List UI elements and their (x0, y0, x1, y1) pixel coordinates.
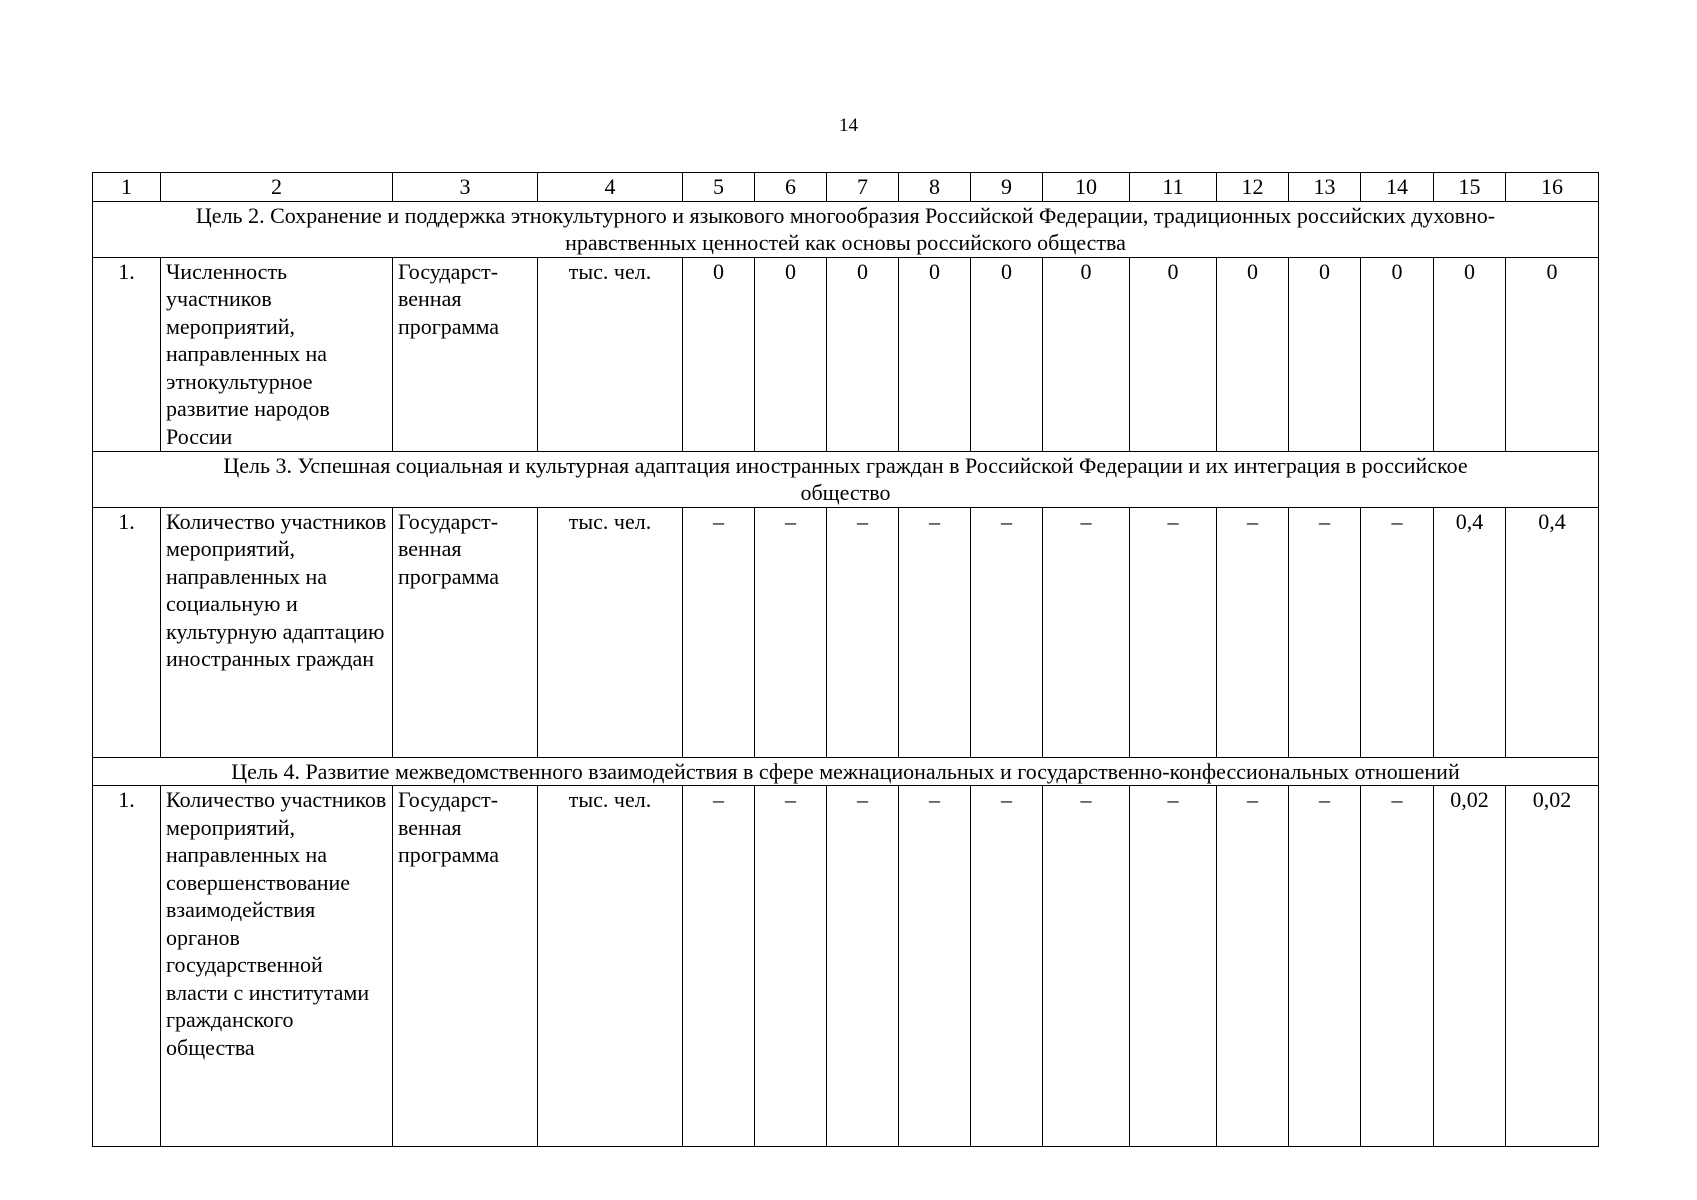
indicator-value: – (1289, 786, 1361, 1147)
indicator-value: 0 (1361, 257, 1434, 451)
indicator-value: 0 (971, 257, 1043, 451)
indicator-value: 0 (1217, 257, 1289, 451)
indicator-value: – (1289, 507, 1361, 757)
indicator-unit: тыс. чел. (538, 507, 683, 757)
indicator-value: – (899, 786, 971, 1147)
column-header: 1 (93, 173, 161, 202)
column-header: 11 (1130, 173, 1217, 202)
indicator-source: Государст-венная программа (393, 257, 538, 451)
indicator-name: Количество участников мероприятий, направленных на совершенствование взаимодействия органов государственной власти с институтами гражданского общества (161, 786, 393, 1147)
indicator-value: 0,02 (1434, 786, 1506, 1147)
row-number: 1. (93, 786, 161, 1147)
column-header: 13 (1289, 173, 1361, 202)
indicator-value: 0 (1289, 257, 1361, 451)
indicator-value: – (1361, 786, 1434, 1147)
indicators-table (92, 172, 1599, 1147)
indicator-value: – (827, 786, 899, 1147)
indicator-value: 0,4 (1506, 507, 1599, 757)
column-header: 15 (1434, 173, 1506, 202)
indicator-value: 0 (899, 257, 971, 451)
indicator-name: Количество участников мероприятий, направленных на социальную и культурную адаптацию иностранных граждан (161, 507, 393, 757)
goal-row (93, 757, 1599, 786)
indicator-source: Государст-венная программа (393, 507, 538, 757)
goal-title: Цель 4. Развитие межведомственного взаимодействия в сфере межнациональных и государственно-конфессиональных отношений (93, 757, 1599, 786)
goal-title: Цель 2. Сохранение и поддержка этнокультурного и языкового многообразия Российской Федерации, традиционных российских духовно-нравственных ценностей как основы российского общества (93, 201, 1599, 257)
indicator-name: Численность участников мероприятий, направленных на этнокультурное развитие народов России (161, 257, 393, 451)
indicator-row (93, 786, 1599, 1147)
indicator-value: – (755, 507, 827, 757)
indicator-value: – (1361, 507, 1434, 757)
column-header: 7 (827, 173, 899, 202)
indicator-row (93, 507, 1599, 757)
goal-row (93, 451, 1599, 507)
column-header: 6 (755, 173, 827, 202)
indicator-unit: тыс. чел. (538, 786, 683, 1147)
row-number: 1. (93, 257, 161, 451)
goal-title: Цель 3. Успешная социальная и культурная адаптация иностранных граждан в Российской Федерации и их интеграция в российское общество (93, 451, 1599, 507)
indicator-value: 0 (1506, 257, 1599, 451)
indicator-value: – (899, 507, 971, 757)
indicator-value: – (1043, 786, 1130, 1147)
indicator-value: 0 (683, 257, 755, 451)
column-header: 16 (1506, 173, 1599, 202)
indicator-value: – (971, 507, 1043, 757)
indicator-value: – (1217, 507, 1289, 757)
column-header: 4 (538, 173, 683, 202)
indicator-value: 0 (1434, 257, 1506, 451)
indicator-value: – (755, 786, 827, 1147)
indicator-value: – (1217, 786, 1289, 1147)
column-header: 9 (971, 173, 1043, 202)
indicator-unit: тыс. чел. (538, 257, 683, 451)
indicator-value: – (683, 786, 755, 1147)
column-header: 10 (1043, 173, 1130, 202)
column-header: 14 (1361, 173, 1434, 202)
indicator-value: – (827, 507, 899, 757)
column-header: 8 (899, 173, 971, 202)
column-header: 2 (161, 173, 393, 202)
indicator-value: 0,02 (1506, 786, 1599, 1147)
indicator-value: 0 (755, 257, 827, 451)
page-number: 14 (839, 115, 858, 136)
indicator-row (93, 257, 1599, 451)
indicator-value: – (971, 786, 1043, 1147)
row-number: 1. (93, 507, 161, 757)
column-header: 5 (683, 173, 755, 202)
indicator-value: – (1130, 507, 1217, 757)
goal-row (93, 201, 1599, 257)
indicator-source: Государст-венная программа (393, 786, 538, 1147)
indicator-value: – (683, 507, 755, 757)
indicator-value: 0 (827, 257, 899, 451)
column-header: 3 (393, 173, 538, 202)
column-number-row (93, 173, 1599, 202)
indicator-value: 0 (1043, 257, 1130, 451)
column-header: 12 (1217, 173, 1289, 202)
indicator-value: 0 (1130, 257, 1217, 451)
indicator-value: 0,4 (1434, 507, 1506, 757)
indicator-value: – (1043, 507, 1130, 757)
indicator-value: – (1130, 786, 1217, 1147)
